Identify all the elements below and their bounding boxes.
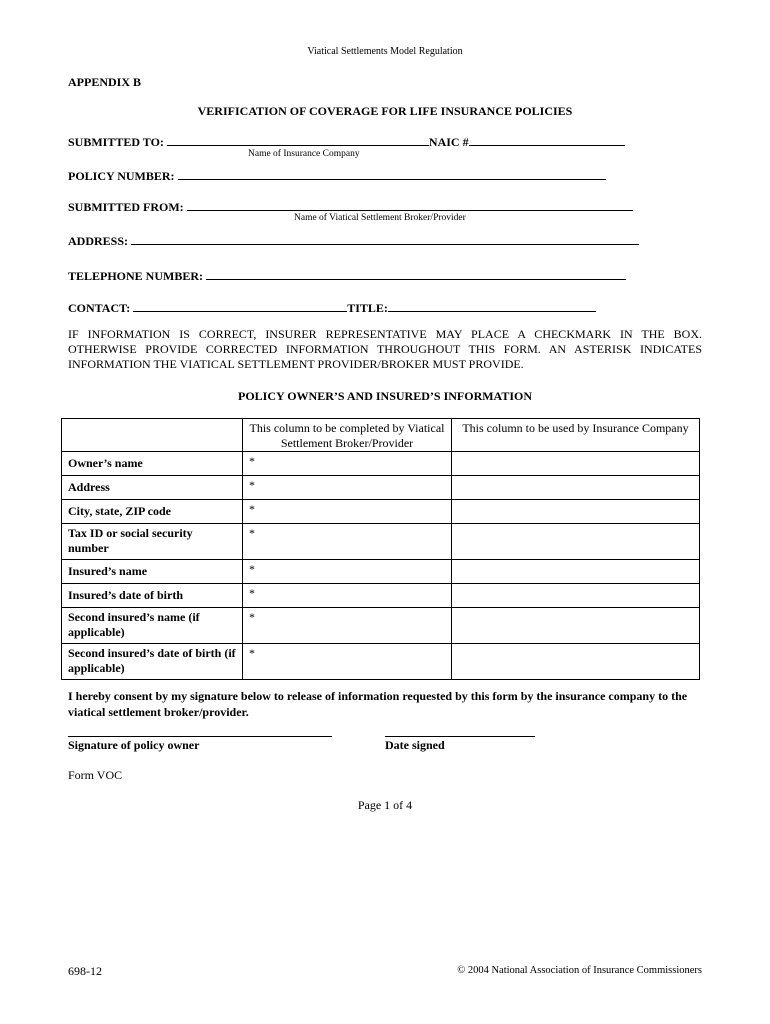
insurer-cell[interactable] <box>452 500 700 524</box>
insurer-cell[interactable] <box>452 524 700 560</box>
telephone-label: TELEPHONE NUMBER: <box>68 269 204 283</box>
form-title: VERIFICATION OF COVERAGE FOR LIFE INSURANCE POLICIES <box>197 104 573 118</box>
submitted-from-label: SUBMITTED FROM: <box>68 200 184 214</box>
row-label: Address <box>62 476 243 500</box>
running-header: Viatical Settlements Model Regulation <box>307 46 463 57</box>
table-row <box>62 476 700 500</box>
policy-number-label: POLICY NUMBER: <box>68 169 175 183</box>
footer-copyright: © 2004 National Association of Insurance Commissioners <box>457 965 702 976</box>
broker-cell[interactable]: * <box>243 524 452 560</box>
naic-label: NAIC # <box>428 135 469 149</box>
contact-blank[interactable] <box>133 300 347 312</box>
naic-blank[interactable] <box>469 134 625 146</box>
table-header-cell: This column to be completed by Viatical Settlement Broker/Provider <box>243 419 452 452</box>
table-row <box>62 644 700 680</box>
table-row <box>62 452 700 476</box>
row-label: Second insured’s name (if applicable) <box>62 608 243 644</box>
address-label: ADDRESS: <box>68 234 129 248</box>
consent-statement: I hereby consent by my signature below to release of information requested by this form by the insurance company to the viatical settlement broker/provider. <box>68 689 688 719</box>
table-row <box>62 500 700 524</box>
broker-cell[interactable]: * <box>243 500 452 524</box>
signature-line[interactable] <box>68 724 332 737</box>
page-number: Page 1 of 4 <box>357 798 413 812</box>
date-signed-line[interactable] <box>385 724 535 737</box>
table-row <box>62 524 700 560</box>
instructions-paragraph: IF INFORMATION IS CORRECT, INSURER REPRESENTATIVE MAY PLACE A CHECKMARK IN THE BOX. OTHERWISE PROVIDE CORRECTED INFORMATION THROUGHOUT THIS FORM. AN ASTERISK INDICATES INFORMATION THE VIATICAL SETTLEMENT PROVIDER/BROKER MUST PROVIDE. <box>68 327 702 371</box>
table-row <box>62 608 700 644</box>
insurer-cell[interactable] <box>452 476 700 500</box>
information-table <box>61 418 700 680</box>
insurer-cell[interactable] <box>452 608 700 644</box>
row-label: Owner’s name <box>62 452 243 476</box>
insurer-cell[interactable] <box>452 644 700 680</box>
date-signed-label: Date signed <box>385 738 445 752</box>
telephone-blank[interactable] <box>206 268 626 280</box>
broker-cell[interactable]: * <box>243 476 452 500</box>
submitted-to-label: SUBMITTED TO: <box>68 135 164 149</box>
row-label: Tax ID or social security number <box>62 524 243 560</box>
broker-caption: Name of Viatical Settlement Broker/Provider <box>294 213 466 223</box>
broker-cell[interactable]: * <box>243 644 452 680</box>
table-header-cell: This column to be used by Insurance Company <box>452 419 700 452</box>
policy-number-blank[interactable] <box>178 168 606 180</box>
footer-code: 698-12 <box>68 964 102 978</box>
insurer-cell[interactable] <box>452 584 700 608</box>
contact-label: CONTACT: <box>68 301 131 315</box>
title-blank[interactable] <box>388 300 596 312</box>
section-title: POLICY OWNER’S AND INSURED’S INFORMATION <box>237 389 533 403</box>
broker-cell[interactable]: * <box>243 560 452 584</box>
submitted-to-row <box>68 134 625 150</box>
insurer-cell[interactable] <box>452 560 700 584</box>
row-label: Insured’s name <box>62 560 243 584</box>
broker-cell[interactable]: * <box>243 608 452 644</box>
submitted-from-blank[interactable] <box>187 199 633 211</box>
address-blank[interactable] <box>131 233 639 245</box>
address-row <box>68 233 639 249</box>
table-row <box>62 560 700 584</box>
table-header-row <box>62 419 700 452</box>
contact-row <box>68 300 596 316</box>
insurer-cell[interactable] <box>452 452 700 476</box>
form-id: Form VOC <box>68 768 123 782</box>
table-row <box>62 584 700 608</box>
broker-cell[interactable]: * <box>243 584 452 608</box>
row-label: City, state, ZIP code <box>62 500 243 524</box>
insurance-company-caption: Name of Insurance Company <box>248 149 360 159</box>
signature-label: Signature of policy owner <box>68 738 200 752</box>
submitted-to-blank[interactable] <box>167 134 429 146</box>
row-label: Insured’s date of birth <box>62 584 243 608</box>
appendix-label: APPENDIX B <box>68 75 142 89</box>
telephone-row <box>68 268 626 284</box>
row-label: Second insured’s date of birth (if applicable) <box>62 644 243 680</box>
broker-cell[interactable]: * <box>243 452 452 476</box>
table-header-cell <box>62 419 243 452</box>
policy-number-row <box>68 168 606 184</box>
title-label: TITLE: <box>347 301 388 315</box>
